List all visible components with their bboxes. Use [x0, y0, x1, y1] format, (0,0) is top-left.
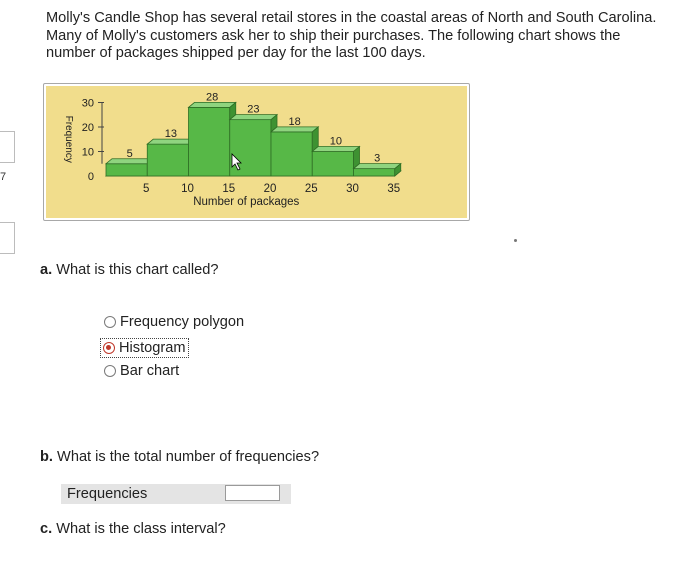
frequencies-label: Frequencies [67, 486, 148, 502]
histogram-bar [230, 120, 271, 176]
focus-ring [100, 338, 189, 358]
histogram-bar [271, 132, 312, 176]
question-c-text: What is the class interval? [56, 521, 226, 537]
y-tick-label: 0 [87, 171, 94, 183]
radio-button[interactable] [104, 316, 116, 328]
histogram-bar [312, 152, 353, 177]
bar-value-label: 23 [247, 103, 260, 116]
option-label: Frequency polygon [120, 314, 245, 330]
question-a [40, 262, 218, 278]
option-histogram[interactable] [104, 338, 189, 358]
question-a-text: What is this chart called? [56, 262, 219, 278]
question-b-text: What is the total number of frequencies? [57, 449, 320, 465]
x-tick-label: 5 [143, 183, 150, 195]
x-tick-label: 30 [346, 183, 359, 195]
option-frequency-polygon[interactable] [104, 314, 244, 330]
histogram-svg [44, 84, 469, 220]
bar-value-label: 13 [164, 128, 177, 141]
x-tick-label: 15 [222, 183, 236, 195]
side-panel-tab-top [0, 131, 15, 163]
side-question-number: 7 [0, 171, 7, 183]
x-axis-label: Number of packages [193, 196, 300, 208]
question-b-letter: b. [40, 449, 53, 465]
stray-dot [514, 239, 517, 242]
question-a-letter: a. [40, 262, 53, 278]
option-label: Histogram [119, 340, 186, 356]
y-tick-label: 10 [81, 146, 94, 159]
bar-value-label: 5 [126, 147, 133, 160]
histogram-bar [147, 144, 188, 176]
histogram-bar [354, 169, 395, 176]
frequencies-input[interactable] [225, 485, 280, 501]
x-tick-label: 35 [387, 183, 401, 195]
radio-button-selected[interactable] [103, 342, 115, 354]
x-tick-label: 20 [263, 183, 277, 195]
bar-value-label: 18 [288, 115, 301, 128]
histogram-chart [43, 83, 470, 221]
bar-value-label: 10 [329, 135, 342, 148]
question-c [40, 521, 226, 537]
histogram-bar [106, 164, 147, 176]
x-tick-label: 10 [181, 183, 194, 195]
radio-button[interactable] [104, 365, 116, 377]
x-tick-label: 25 [304, 183, 318, 195]
problem-intro-text: Molly's Candle Shop has several retail stores in the coastal areas of North and South Carolina. Many of Molly's customers ask her to ship their purchases. The following chart shows the number of packages shipped per day for the last 100 days. [46, 10, 657, 61]
frequencies-answer-row [61, 484, 291, 504]
bar-value-label: 3 [374, 152, 381, 165]
option-bar-chart[interactable] [104, 363, 179, 379]
bar-value-label: 28 [206, 91, 219, 104]
side-panel-tab-bottom [0, 222, 15, 254]
question-c-letter: c. [40, 521, 53, 537]
y-tick-label: 30 [81, 97, 94, 110]
question-b [40, 449, 319, 465]
y-tick-label: 20 [81, 122, 94, 134]
histogram-bar [189, 107, 230, 176]
y-axis-label: Frequency [63, 115, 74, 163]
option-label: Bar chart [120, 363, 180, 379]
